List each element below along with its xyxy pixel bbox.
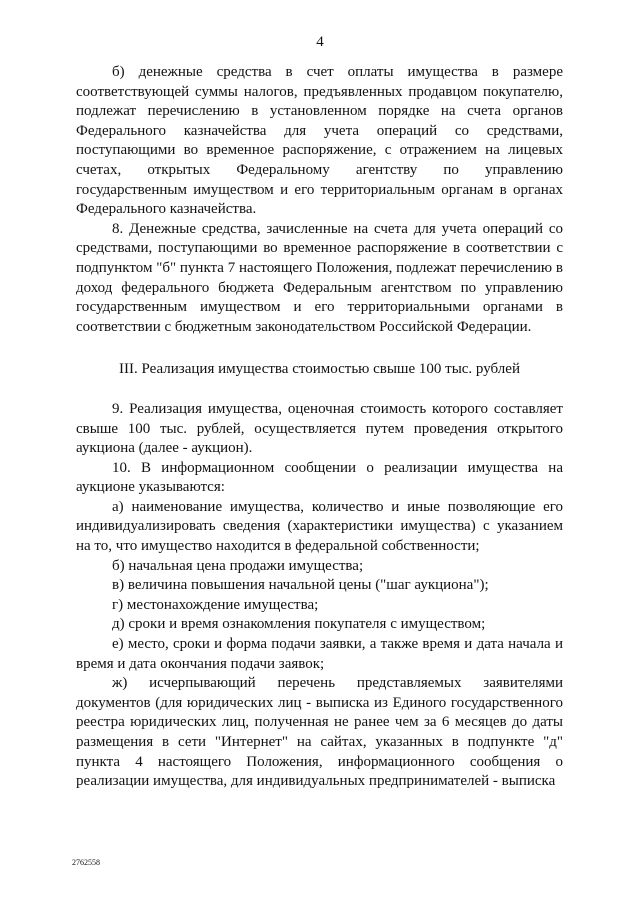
list-item-g: г) местонахождение имущества; [112, 596, 319, 613]
paragraph-9: 9. Реализация имущества, оценочная стоимость которого составляет свыше 100 тыс. рублей, осуществляется путем проведения открытого аукциона (далее - аукцион). [76, 400, 563, 457]
paragraph-10: 10. В информационном сообщении о реализации имущества на аукционе указываются: [76, 459, 563, 496]
list-item-b: б) начальная цена продажи имущества; [112, 557, 364, 574]
page-number: 4 [316, 34, 324, 50]
document-body [76, 63, 563, 792]
list-item-v: в) величина повышения начальной цены ("шаг аукциона"); [112, 577, 489, 594]
list-item-zh: ж) исчерпывающий перечень представляемых заявителями документов (для юридических лиц - выписка из Единого государственного реестра юридических лиц, полученная не ранее чем за 6 месяцев до даты размещения в сети "Интернет" на сайтах, указанных в подпункте "д" пункта 4 настоящего Положения, информационного сообщения о реализации имущества, для индивидуальных предпринимателей - выписка [76, 675, 563, 790]
list-item-d: д) сроки и время ознакомления покупателя с имуществом; [112, 616, 486, 633]
list-item-a: а) наименование имущества, количество и иные позволяющие его индивидуализировать сведения (характеристики имущества) с указанием на то, что имущество находится в федеральной собственности; [76, 498, 563, 555]
list-item-e: е) место, сроки и форма подачи заявки, а также время и дата начала и время и дата окончания подачи заявок; [76, 636, 563, 672]
paragraph-8: 8. Денежные средства, зачисленные на счета для учета операций со средствами, поступающими во временное распоряжение в соответствии с подпунктом "б" пункта 7 настоящего Положения, подлежат перечислению в доход федерального бюджета Федеральным агентством по управлению государственным имуществом и его территориальными органами в соответствии с бюджетным законодательством Российской Федерации. [76, 220, 563, 335]
paragraph-7b: б) денежные средства в счет оплаты имущества в размере соответствующей суммы налогов, предъявленных продавцом покупателю, подлежат перечислению в установленном порядке на счета органов Федерального казначейства для учета операций со средствами, поступающими во временное распоряжение, с отражением на лицевых счетах, открытых Федеральному агентству по управлению государственным имуществом и его территориальным органам в органах Федерального казначейства. [76, 64, 563, 218]
section-heading: III. Реализация имущества стоимостью свыше 100 тыс. рублей [119, 361, 520, 378]
document-code: 2762558 [72, 858, 100, 867]
